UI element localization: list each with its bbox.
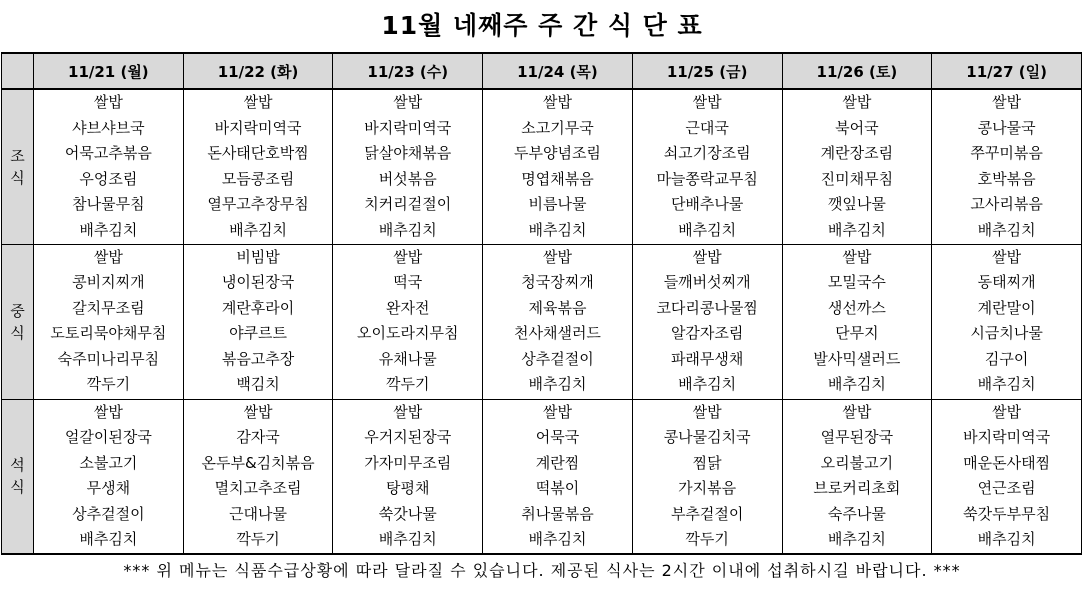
menu-item: 쇠고기장조림 [663, 144, 751, 162]
menu-item: 부추겉절이 [670, 504, 744, 523]
menu-item: 쌀밥 [542, 93, 572, 111]
menu-item: 찜닭 [692, 453, 722, 472]
menu-item: 브로커리초회 [813, 479, 901, 497]
menu-item: 계란후라이 [221, 298, 295, 317]
menu-item: 소불고기 [79, 453, 138, 472]
menu-item: 근대국 [685, 118, 729, 137]
day-header-row [2, 53, 1082, 89]
menu-item: 계란말이 [977, 298, 1036, 317]
menu-cell [632, 89, 782, 244]
menu-body [2, 89, 1082, 554]
menu-cell [782, 89, 932, 244]
menu-item: 알감자조림 [670, 324, 744, 342]
menu-item: 쌀밥 [992, 402, 1022, 421]
menu-item: 쌀밥 [243, 93, 273, 111]
menu-cell [333, 244, 483, 399]
menu-item: 떡볶이 [535, 479, 580, 497]
menu-item: 쌀밥 [393, 402, 423, 421]
menu-item: 배추김치 [79, 530, 138, 548]
menu-cell [34, 399, 184, 554]
day-header: 11/24 (목) [483, 53, 633, 89]
menu-item: 취나물볶음 [521, 504, 594, 523]
menu-item: 비빔밥 [236, 247, 280, 266]
menu-item: 제육볶음 [528, 298, 587, 317]
menu-item: 치커리겉절이 [364, 195, 452, 213]
meal-label-char: 식 [10, 478, 25, 497]
menu-item: 모듬콩조림 [221, 169, 295, 188]
menu-cell [932, 244, 1082, 399]
menu-item: 쌀밥 [692, 402, 722, 421]
menu-item: 오이도라지무침 [357, 324, 459, 342]
menu-item: 바지락미역국 [963, 428, 1051, 446]
day-header: 11/22 (화) [183, 53, 333, 89]
meal-label [2, 399, 34, 554]
menu-item: 생선까스 [827, 298, 886, 317]
menu-item: 참나물무침 [72, 195, 145, 213]
menu-item: 얼갈이된장국 [64, 428, 152, 446]
menu-item: 우거지된장국 [364, 428, 452, 446]
menu-item: 백김치 [236, 375, 280, 393]
menu-item: 쌀밥 [842, 93, 872, 111]
meal-label-char: 식 [10, 168, 25, 187]
menu-cell [333, 89, 483, 244]
weekly-menu-table [1, 52, 1082, 555]
menu-item: 들깨버섯찌개 [663, 273, 751, 291]
menu-item: 배추김치 [229, 220, 288, 239]
menu-item: 닭살야채볶음 [364, 144, 452, 162]
meal-row-breakfast [2, 89, 1082, 244]
menu-item: 유채나물 [378, 349, 437, 368]
menu-item: 쌀밥 [692, 247, 722, 266]
menu-item: 샤브샤브국 [72, 118, 145, 137]
menu-item: 숙주나물 [827, 504, 886, 523]
menu-item: 어묵고추볶음 [64, 144, 152, 162]
menu-item: 배추김치 [528, 375, 587, 393]
menu-item: 가자미무조림 [364, 453, 452, 472]
menu-item: 천사채샐러드 [513, 324, 601, 342]
menu-item: 무생채 [86, 479, 131, 497]
menu-cell [34, 89, 184, 244]
menu-item: 쌀밥 [93, 402, 123, 421]
menu-item: 단무지 [835, 324, 879, 342]
menu-item: 소고기무국 [521, 118, 594, 137]
menu-item: 쌀밥 [93, 93, 123, 111]
menu-item: 상추겉절이 [521, 349, 594, 368]
menu-item: 콩나물김치국 [663, 428, 751, 446]
menu-item: 쌀밥 [842, 402, 872, 421]
menu-item: 어묵국 [535, 428, 580, 446]
meal-label-char: 석 [10, 456, 25, 475]
menu-item: 호박볶음 [977, 169, 1036, 188]
menu-item: 쌀밥 [992, 93, 1022, 111]
menu-cell [632, 244, 782, 399]
menu-item: 쌀밥 [393, 93, 423, 111]
menu-item: 고사리볶음 [970, 195, 1043, 213]
menu-item: 근대나물 [229, 504, 288, 523]
menu-cell [483, 244, 633, 399]
menu-item: 깍두기 [685, 530, 729, 548]
menu-item: 매운돈사태찜 [963, 453, 1051, 472]
menu-cell [782, 244, 932, 399]
menu-item: 쑥갓나물 [378, 504, 437, 523]
menu-cell [183, 89, 333, 244]
menu-item: 비름나물 [528, 195, 587, 213]
menu-item: 우엉조림 [79, 169, 138, 188]
day-header: 11/21 (월) [34, 53, 184, 89]
menu-item: 쌀밥 [243, 402, 273, 421]
menu-item: 시금치나물 [970, 324, 1043, 342]
menu-item: 배추김치 [378, 220, 437, 239]
menu-cell [932, 89, 1082, 244]
menu-item: 배추김치 [678, 375, 737, 393]
menu-item: 버섯볶음 [378, 169, 437, 188]
menu-item: 쌀밥 [992, 247, 1022, 266]
menu-item: 청국장찌개 [521, 273, 594, 291]
menu-item: 숙주미나리무침 [57, 349, 160, 368]
menu-item: 콩나물국 [977, 118, 1036, 137]
menu-item: 쌀밥 [842, 247, 872, 266]
menu-cell [483, 399, 633, 554]
menu-item: 깍두기 [86, 375, 131, 393]
day-header: 11/26 (토) [782, 53, 932, 89]
menu-cell [632, 399, 782, 554]
meal-row-lunch [2, 244, 1082, 399]
menu-item: 배추김치 [977, 375, 1036, 393]
header-corner-cell [2, 53, 34, 89]
menu-item: 동태찌개 [977, 273, 1036, 291]
menu-item: 배추김치 [79, 220, 138, 239]
menu-item: 갈치무조림 [72, 298, 145, 317]
meal-label [2, 244, 34, 399]
menu-item: 쌀밥 [93, 247, 123, 266]
menu-item: 배추김치 [827, 530, 886, 548]
day-header: 11/23 (수) [333, 53, 483, 89]
menu-item: 배추김치 [528, 220, 587, 239]
menu-item: 계란찜 [535, 453, 580, 472]
menu-item: 코다리콩나물찜 [656, 298, 758, 317]
menu-item: 배추김치 [827, 375, 886, 393]
menu-item: 쭈꾸미볶음 [970, 144, 1043, 162]
menu-item: 야쿠르트 [229, 324, 288, 342]
menu-item: 쌀밥 [542, 247, 572, 266]
menu-item: 배추김치 [977, 530, 1036, 548]
menu-item: 도토리묵야채무침 [50, 324, 167, 342]
menu-item: 쌀밥 [692, 93, 722, 111]
menu-item: 떡국 [393, 273, 423, 291]
menu-item: 상추겉절이 [72, 504, 145, 523]
menu-item: 파래무생채 [670, 349, 744, 368]
menu-item: 발사믹샐러드 [813, 349, 901, 368]
menu-item: 냉이된장국 [221, 273, 295, 291]
menu-item: 바지락미역국 [364, 118, 452, 137]
menu-cell [34, 244, 184, 399]
menu-item: 돈사태단호박찜 [207, 144, 309, 162]
menu-item: 모밀국수 [827, 273, 886, 291]
day-header: 11/25 (금) [632, 53, 782, 89]
menu-item: 열무된장국 [820, 428, 894, 446]
meal-label-char: 식 [10, 323, 25, 342]
menu-item: 쑥갓두부무침 [963, 504, 1051, 523]
meal-label-char: 중 [10, 301, 25, 320]
menu-item: 김구이 [984, 349, 1029, 368]
menu-item: 진미채무침 [820, 169, 894, 188]
menu-item: 쌀밥 [542, 402, 572, 421]
menu-item: 배추김치 [977, 220, 1036, 239]
menu-item: 콩비지찌개 [72, 273, 145, 291]
menu-item: 마늘쫑락교무침 [656, 169, 758, 188]
menu-item: 계란장조림 [820, 144, 894, 162]
menu-item: 깻잎나물 [827, 195, 886, 213]
menu-item: 쌀밥 [393, 247, 423, 266]
meal-label [2, 89, 34, 244]
menu-item: 연근조림 [977, 479, 1036, 497]
page-title: 11월 네째주 주 간 식 단 표 [381, 11, 703, 40]
menu-item: 북어국 [835, 118, 879, 137]
menu-item: 배추김치 [678, 220, 737, 239]
menu-item: 열무고추장무침 [207, 195, 309, 213]
menu-item: 단배추나물 [670, 195, 744, 213]
meal-row-dinner [2, 399, 1082, 554]
menu-item: 온두부&김치볶음 [201, 453, 315, 472]
meal-label-char: 조 [10, 146, 25, 165]
menu-item: 배추김치 [378, 530, 437, 548]
menu-item: 배추김치 [827, 220, 886, 239]
menu-item: 완자전 [386, 298, 430, 317]
menu-item: 감자국 [236, 428, 280, 446]
menu-item: 바지락미역국 [214, 118, 302, 137]
menu-cell [333, 399, 483, 554]
menu-item: 멸치고추조림 [214, 479, 302, 497]
menu-item: 볶음고추장 [221, 349, 295, 368]
menu-cell [782, 399, 932, 554]
notice-text: *** 위 메뉴는 식품수급상황에 따라 달라질 수 있습니다. 제공된 식사는 2시간 이내에 섭취하시길 바랍니다. *** [123, 561, 961, 580]
menu-item: 두부양념조림 [513, 144, 601, 162]
menu-item: 배추김치 [528, 530, 587, 548]
menu-cell [183, 399, 333, 554]
menu-cell [483, 89, 633, 244]
menu-item: 탕평채 [386, 479, 430, 497]
menu-item: 명엽채볶음 [521, 169, 594, 188]
menu-item: 가지볶음 [678, 479, 737, 497]
menu-item: 깍두기 [236, 530, 280, 548]
menu-item: 깍두기 [386, 375, 430, 393]
menu-cell [183, 244, 333, 399]
menu-item: 오리불고기 [820, 453, 894, 472]
day-header: 11/27 (일) [932, 53, 1082, 89]
menu-cell [932, 399, 1082, 554]
